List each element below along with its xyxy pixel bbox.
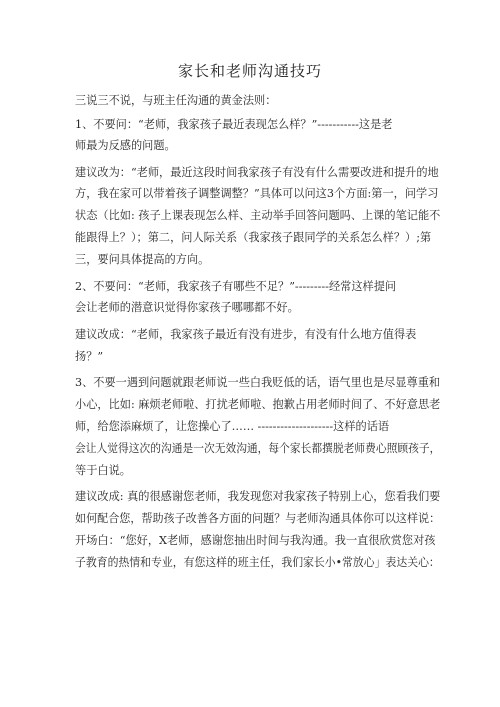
text-line: 小心，比如: 麻烦老师啦、打扰老师啦、抱歉占用老师时间了、不好意思老	[75, 398, 441, 411]
text-line: 建议改为：“老师，最近这段时间我家孩子有没有什么需要改进和提升的地	[75, 166, 439, 179]
text-line: 等于白说。	[75, 464, 131, 477]
text-line: 能跟得上？）；第二，问人际关系（我家孩子跟同学的关系怎么样？）;第	[75, 231, 432, 244]
text-line: 会让老师的潜意识觉得你家孩子哪哪都不好。	[75, 301, 299, 314]
text-line: 会让人觉得这次的沟通是一次无效沟通，每个家长都撰脱老师费心照顾孩子，	[75, 442, 441, 455]
text-line: 建议改成：“老师，我家孩子最近有没有进步，有没有什么地方值得表	[75, 328, 417, 341]
text-line: 扬？”	[75, 350, 104, 363]
text-line: 师，给您添麻烦了，让您操心了…… --------------------这样的话语	[75, 420, 390, 433]
text-line: 1、不要问：“老师，我家孩子最近表现怎么样？”-----------这是老	[75, 118, 393, 131]
text-line: 方，我在家可以带着孩子调整调整？”具体可以问这3个方面:第一，问学习	[75, 187, 439, 200]
text-line: 师最为反感的问题。	[75, 139, 176, 152]
text-line: 三，要问具体提高的方向。	[75, 253, 210, 266]
text-line: 3、不要一遇到问题就跟老师说一些白我贬低的话，语气里也是尽显尊重和	[75, 376, 441, 389]
text-line: 状态（比如: 孩子上课表现怎么样、主动举手回答问题吗、上课的笔记能不	[75, 209, 441, 222]
text-line: 2、不要问：“老师，我家孩子有哪些不足？”---------经常这样提问	[75, 280, 397, 293]
document-title: 家长和老师沟通技巧	[177, 62, 322, 80]
text-line: 开场白：“您好，X老师，感谢您抽出时间与我沟通。我一直很欣赏您对孩	[75, 534, 436, 547]
text-line: 三说三不说，与班主任沟通的黄金法则：	[75, 94, 277, 107]
text-line: 建议改成: 真的很感谢您老师，我发现您对我家孩子特别上心，您看我们要	[75, 490, 441, 503]
text-line: 子教育的热情和专业，有您这样的班主任，我们家长小•常放心」表达关心：	[75, 556, 440, 569]
text-line: 如何配合您，帮助孩子改善各方面的问题？与老师沟通具体你可以这样说：	[75, 512, 441, 525]
